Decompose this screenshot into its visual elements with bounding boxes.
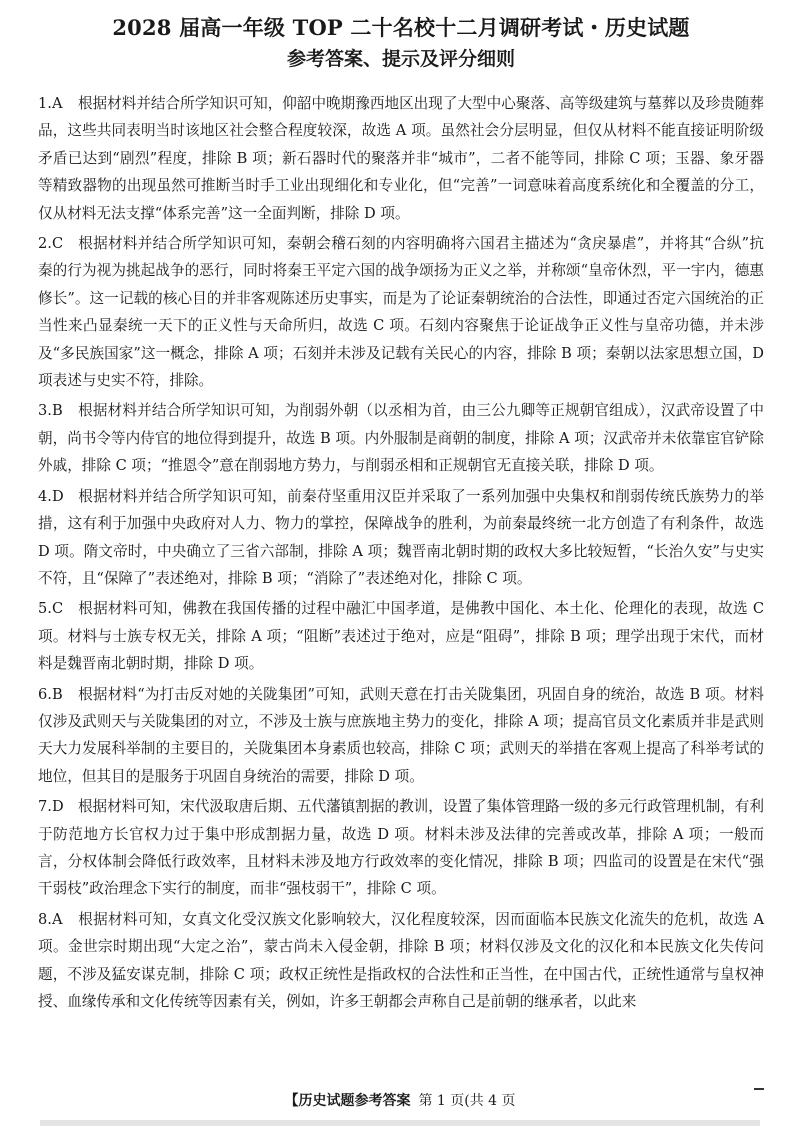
page-footer <box>0 1091 800 1111</box>
answer-option: D <box>51 487 64 505</box>
answer-explanation: 根据材料可知，宋代汲取唐后期、五代藩镇割据的教训，设置了集体管理路一级的多元行政管理机制，有利于防范地方长官权力过于集中形成割据力量，故选 D 项。材料未涉及法律的完善或改革，排除 A 项；一般而言，分权体制会降低行政效率，且材料未涉及地方行政效率的变化情况，排除 B 项；四监司的设置是在宋代“强干弱枝”政治理念下实行的制度，而非“强枝弱干”，排除 C 项。 <box>38 798 764 898</box>
answer-item-3 <box>38 397 764 479</box>
answer-number: 4. <box>38 487 52 505</box>
footer-divider <box>40 1120 760 1126</box>
answer-number: 2. <box>38 235 52 253</box>
footer-page-number: 第 1 页(共 4 页 <box>418 1093 516 1109</box>
answer-option: C <box>51 235 64 253</box>
answer-explanation: 根据材料并结合所学知识可知，仰韶中晚期豫西地区出现了大型中心聚落、高等级建筑与墓葬以及珍贵随葬品，这些共同表明当时该地区社会整合程度较深，故选 A 项。虽然社会分层明显，但仅从材料不能直接证明阶级矛盾已达到“剧烈”程度，排除 B 项；新石器时代的聚落并非“城市”，二者不能等同，排除 C 项；玉器、象牙器等精致器物的出现虽然可推断当时手工业出现细化和专业化，但“完善”一词意味着高度系统化和全覆盖的分工，仅从材料无法支撑“体系完善”这一全面判断，排除 D 项。 <box>38 95 764 222</box>
answer-explanation: 根据材料并结合所学知识可知，前秦苻坚重用汉臣并采取了一系列加强中央集权和削弱传统氏族势力的举措，这有利于加强中央政府对人力、物力的掌控，保障战争的胜利，为前秦最终统一北方创造了有利条件，故选 D 项。隋文帝时，中央确立了三省六部制，排除 A 项；魏晋南北朝时期的政权大多比较短暂，“长治久安”与史实不符，且“保障了”表述绝对，排除 B 项；“消除了”表述绝对化，排除 C 项。 <box>38 487 764 587</box>
answer-option: C <box>51 600 64 618</box>
answer-explanation: 根据材料“为打击反对她的关陇集团”可知，武则天意在打击关陇集团，巩固自身的统治，故选 B 项。材料仅涉及武则天与关陇集团的对立，不涉及士族与庶族地主势力的变化，排除 A 项；提高官员文化素质并非是武则天大力发展科举制的主要目的，关陇集团本身素质也较高，排除 C 项；武则天的举措在客观上提高了科举考试的地位，但其目的是服务于巩固自身统治的需要，排除 D 项。 <box>38 685 764 785</box>
answer-number: 1. <box>38 95 52 112</box>
answer-number: 5. <box>38 600 52 618</box>
answer-number: 3. <box>38 402 52 420</box>
answer-option: A <box>51 95 63 112</box>
page-title: 2028 届高一年级 TOP 二十名校十二月调研考试・历史试题 <box>112 15 690 40</box>
footer-label: 【历史试题参考答案 <box>284 1093 411 1109</box>
answer-item-7 <box>38 793 764 903</box>
answer-option: B <box>51 402 63 420</box>
answer-explanation: 根据材料并结合所学知识可知，秦朝会稽石刻的内容明确将六国君主描述为“贪戾暴虐”，并将其“合纵”抗秦的行为视为挑起战争的恶行，同时将秦王平定六国的战争颂扬为正义之举，并称颂“皇帝休烈，平一宇内，德惠修长”。这一记载的核心目的并非客观陈述历史事实，而是为了论证秦朝统治的合法性，即通过否定六国统治的正当性来凸显秦统一天下的正义性与天命所归，故选 C 项。石刻内容聚焦于论证战争正义性与皇帝功德，并未涉及“多民族国家”这一概念，排除 A 项；石刻并未涉及记载有关民心的内容，排除 B 项；秦朝以法家思想立国，D 项表述与史实不符，排除。 <box>38 235 764 390</box>
answer-explanation: 根据材料并结合所学知识可知，为削弱外朝（以丞相为首，由三公九卿等正规朝官组成），汉武帝设置了中朝，尚书令等内侍官的地位得到提升，故选 B 项。内外服制是商朝的制度，排除 A 项；汉武帝并未依靠宦官铲除外戚，排除 C 项；“推恩令”意在削弱地方势力，与削弱丞相和正规朝官无直接关联，排除 D 项。 <box>38 402 764 475</box>
corner-mark <box>754 1088 764 1090</box>
answer-item-8 <box>38 906 764 1016</box>
answer-number: 8. <box>38 910 52 928</box>
answer-item-6 <box>38 681 764 791</box>
answer-list <box>38 90 764 1015</box>
page-subtitle: 参考答案、提示及评分细则 <box>286 48 515 70</box>
answer-option: B <box>51 685 63 703</box>
answer-item-5 <box>38 595 764 677</box>
answer-explanation: 根据材料可知，佛教在我国传播的过程中融汇中国孝道，是佛教中国化、本土化、伦理化的表现，故选 C 项。材料与士族专权无关，排除 A 项；“阻断”表述过于绝对，应是“阻碍”，排除 B 项；理学出现于宋代，而材料是魏晋南北朝时期，排除 D 项。 <box>38 600 764 673</box>
answer-option: A <box>51 910 63 928</box>
answer-item-4 <box>38 483 764 593</box>
answer-number: 6. <box>38 685 52 703</box>
answer-option: D <box>51 798 64 816</box>
answer-item-1 <box>38 90 764 227</box>
answer-item-2 <box>38 230 764 394</box>
answer-number: 7. <box>38 798 52 816</box>
answer-explanation: 根据材料可知，女真文化受汉族文化影响较大，汉化程度较深，因而面临本民族文化流失的危机，故选 A 项。金世宗时期出现“大定之治”，蒙古尚未入侵金朝，排除 B 项；材料仅涉及文化的汉化和本民族文化失传问题，不涉及猛安谋克制，排除 C 项；政权正统性是指政权的合法性和正当性，在中国古代，正统性通常与皇权神授、血缘传承和文化传统等因素有关，例如，许多王朝都会声称自己是前朝的继承者，以此来 <box>38 910 764 1010</box>
